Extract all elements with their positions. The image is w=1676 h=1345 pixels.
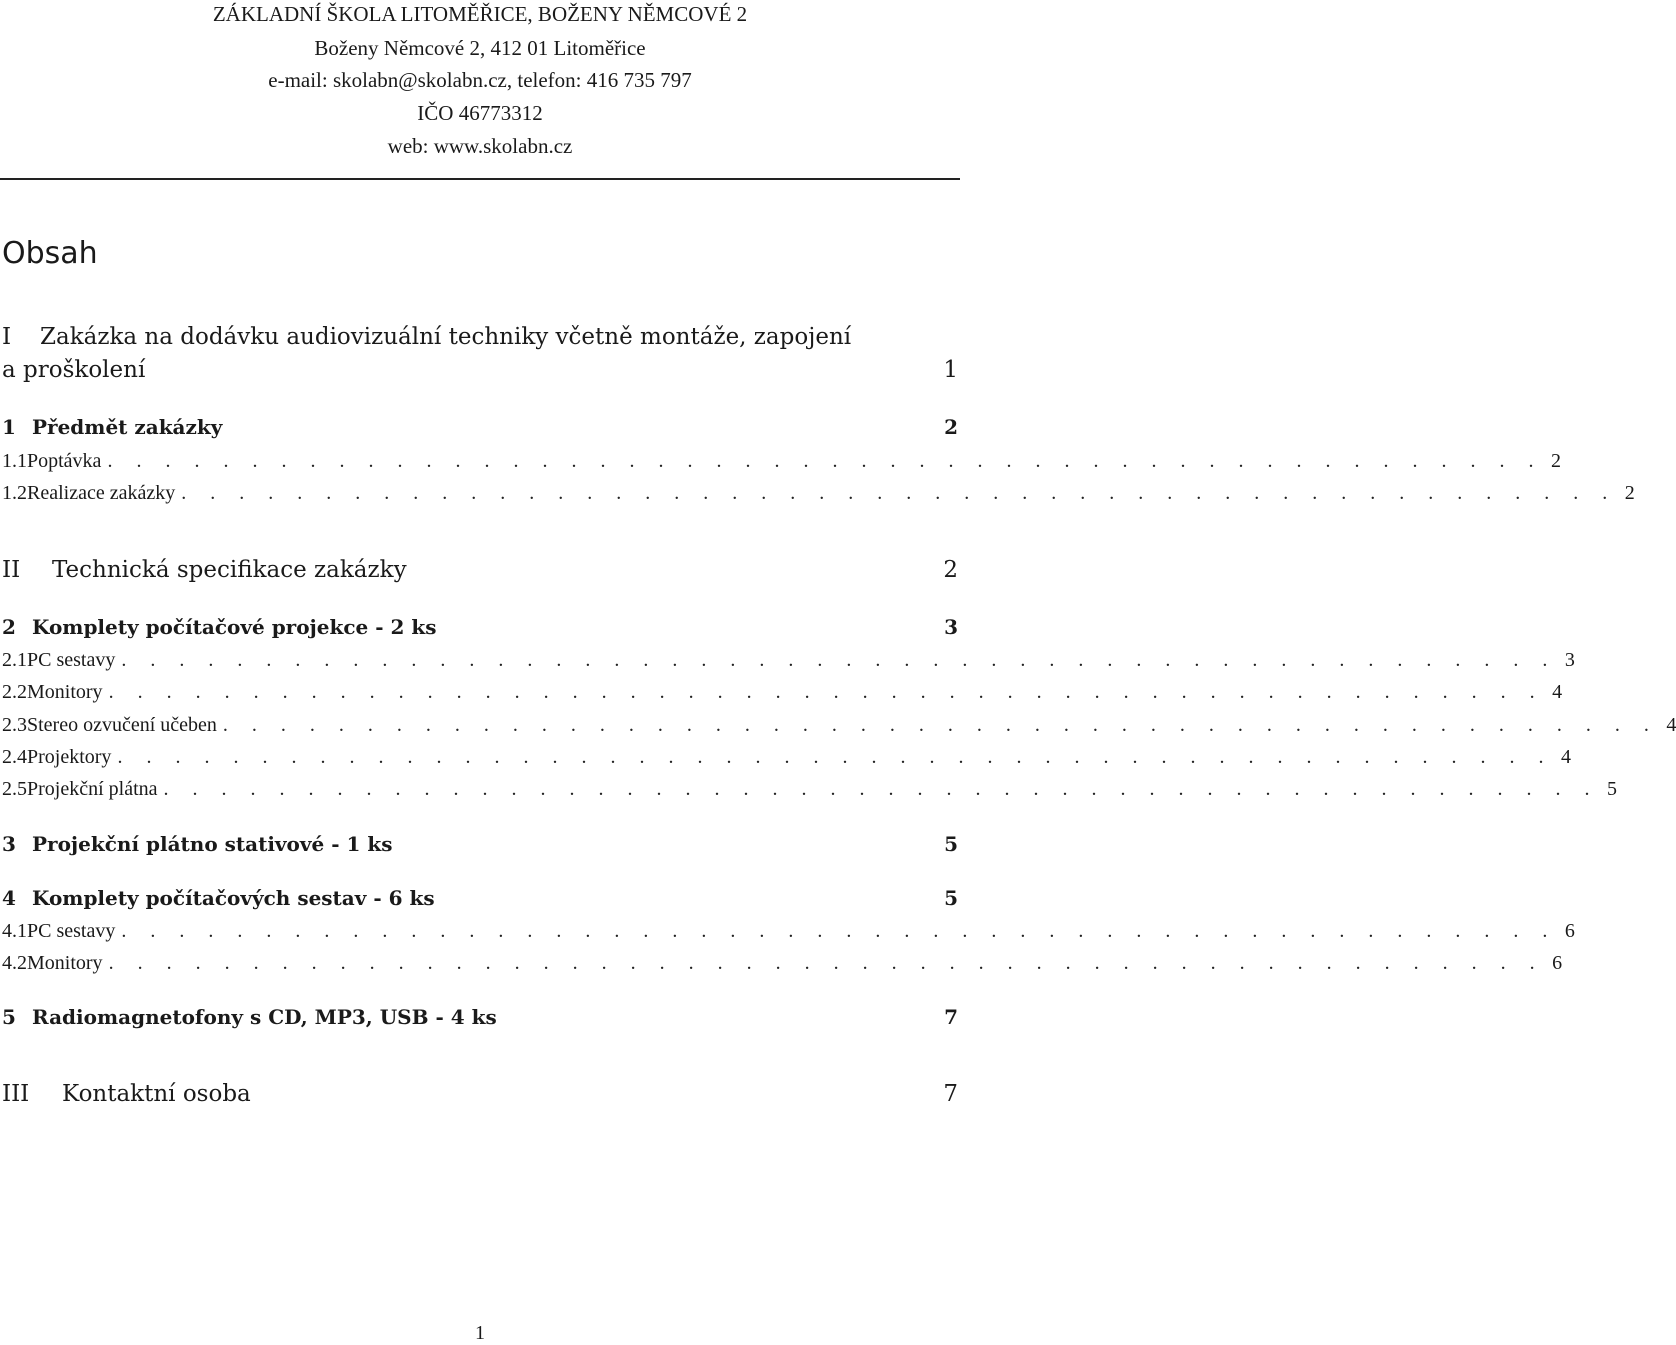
toc-chapter-4[interactable] bbox=[2, 886, 958, 910]
school-name: ZÁKLADNÍ ŠKOLA LITOMĚŘICE, BOŽENY NĚMCOVÉ 2 bbox=[212, 2, 748, 26]
toc-page-number: 2 bbox=[1624, 482, 1635, 504]
toc-section-number: 2.3 bbox=[2, 714, 27, 736]
toc-section-number: 2.5 bbox=[2, 778, 27, 800]
toc-section-number: 1.1 bbox=[2, 450, 27, 472]
toc-part-title-cont: a proškolení bbox=[2, 357, 146, 383]
toc-section-title: Projekční plátna bbox=[27, 778, 158, 800]
toc-leader-dots: . . . . . . . . . . . . . . . . . . . . . . . . . . . . . . . . . . . . . . . . . . . . . . . . . . bbox=[108, 952, 1545, 974]
toc-section-2-3[interactable] bbox=[2, 714, 1676, 737]
toc-leader-dots: . . . . . . . . . . . . . . . . . . . . . . . . . . . . . . . . . . . . . . . . . . . . . . . . . . bbox=[163, 778, 1600, 800]
toc-page-number: 4 bbox=[1552, 681, 1563, 703]
toc-chapter-title: Projekční plátno stativové - 1 ks bbox=[32, 832, 393, 856]
toc-chapter-number: 2 bbox=[2, 615, 16, 639]
toc-chapter-5[interactable] bbox=[2, 1005, 958, 1029]
toc-section-number: 2.1 bbox=[2, 649, 27, 671]
toc-section-title: Monitory bbox=[27, 952, 103, 974]
school-address: Boženy Němcové 2, 412 01 Litoměřice bbox=[314, 36, 646, 60]
toc-section-title: PC sestavy bbox=[27, 649, 116, 671]
toc-section-1-2[interactable] bbox=[2, 482, 1635, 505]
school-web: web: www.skolabn.cz bbox=[387, 134, 573, 158]
toc-section-number: 4.2 bbox=[2, 952, 27, 974]
toc-part-title: Zakázka na dodávku audiovizuální techniky včetně montáže, zapojení bbox=[40, 324, 852, 350]
toc-page-number: 4 bbox=[1560, 746, 1571, 768]
toc-section-title: Stereo ozvučení učeben bbox=[27, 714, 217, 736]
toc-page-number: 3 bbox=[1564, 649, 1575, 671]
toc-leader-dots: . . . . . . . . . . . . . . . . . . . . . . . . . . . . . . . . . . . . . . . . . . . . . . . . . . bbox=[121, 920, 1557, 942]
toc-part-1-cont[interactable] bbox=[2, 357, 958, 383]
toc-chapter-number: 4 bbox=[2, 886, 16, 910]
toc-page-number: 2 bbox=[944, 415, 958, 439]
toc-section-2-2[interactable] bbox=[2, 681, 1563, 704]
school-ico: IČO 46773312 bbox=[417, 101, 543, 125]
toc-section-number: 2.4 bbox=[2, 746, 27, 768]
toc-page-number: 1 bbox=[943, 357, 958, 383]
toc-page-number: 6 bbox=[1552, 952, 1563, 974]
toc-leader-dots: . . . . . . . . . . . . . . . . . . . . . . . . . . . . . . . . . . . . . . . . . . . . . . . . . . bbox=[222, 714, 1659, 736]
toc-page-number: 6 bbox=[1564, 920, 1575, 942]
school-contact: e-mail: skolabn@skolabn.cz, telefon: 416 735 797 bbox=[268, 68, 692, 92]
toc-section-title: Monitory bbox=[27, 681, 103, 703]
toc-part-2[interactable] bbox=[2, 557, 958, 583]
toc-page-number: 4 bbox=[1666, 714, 1676, 736]
header-divider bbox=[0, 178, 960, 180]
toc-section-title: Realizace zakázky bbox=[27, 482, 176, 504]
toc-title: Obsah bbox=[2, 236, 98, 271]
toc-section-number: 1.2 bbox=[2, 482, 27, 504]
toc-section-1-1[interactable] bbox=[2, 450, 1561, 473]
page-number: 1 bbox=[475, 1322, 485, 1344]
toc-chapter-title: Radiomagnetofony s CD, MP3, USB - 4 ks bbox=[32, 1005, 497, 1029]
toc-chapter-title: Předmět zakázky bbox=[32, 415, 223, 439]
toc-part-title: Technická specifikace zakázky bbox=[52, 557, 407, 583]
toc-section-number: 4.1 bbox=[2, 920, 27, 942]
toc-section-2-5[interactable] bbox=[2, 778, 1618, 801]
toc-section-number: 2.2 bbox=[2, 681, 27, 703]
toc-page-number: 2 bbox=[1550, 450, 1561, 472]
toc-section-2-1[interactable] bbox=[2, 649, 1575, 672]
toc-chapter-1[interactable] bbox=[2, 415, 958, 439]
toc-page-number: 5 bbox=[944, 886, 958, 910]
toc-part-number: I bbox=[2, 324, 12, 350]
toc-part-number: III bbox=[2, 1081, 30, 1107]
toc-leader-dots: . . . . . . . . . . . . . . . . . . . . . . . . . . . . . . . . . . . . . . . . . . . . . . . . . . bbox=[108, 681, 1545, 703]
toc-leader-dots: . . . . . . . . . . . . . . . . . . . . . . . . . . . . . . . . . . . . . . . . . . . . . . . . . . bbox=[107, 450, 1543, 472]
toc-page-number: 2 bbox=[943, 557, 958, 583]
toc-part-3[interactable] bbox=[2, 1081, 958, 1107]
toc-page-number: 3 bbox=[944, 615, 958, 639]
toc-section-4-2[interactable] bbox=[2, 952, 1563, 975]
toc-page-number: 7 bbox=[944, 1005, 958, 1029]
toc-section-2-4[interactable] bbox=[2, 746, 1571, 769]
toc-chapter-number: 3 bbox=[2, 832, 16, 856]
toc-part-title: Kontaktní osoba bbox=[62, 1081, 251, 1107]
toc-page-number: 5 bbox=[944, 832, 958, 856]
toc-part-1[interactable] bbox=[2, 324, 958, 350]
toc-leader-dots: . . . . . . . . . . . . . . . . . . . . . . . . . . . . . . . . . . . . . . . . . . . . . . . . . . bbox=[117, 746, 1553, 768]
toc-chapter-2[interactable] bbox=[2, 615, 958, 639]
toc-page-number: 7 bbox=[943, 1081, 958, 1107]
toc-chapter-title: Komplety počítačových sestav - 6 ks bbox=[32, 886, 435, 910]
toc-page-number: 5 bbox=[1607, 778, 1618, 800]
toc-section-title: PC sestavy bbox=[27, 920, 116, 942]
toc-chapter-3[interactable] bbox=[2, 832, 958, 856]
toc-leader-dots: . . . . . . . . . . . . . . . . . . . . . . . . . . . . . . . . . . . . . . . . . . . . . . . . . . bbox=[181, 482, 1617, 504]
toc-part-number: II bbox=[2, 557, 21, 583]
toc-chapter-title: Komplety počítačové projekce - 2 ks bbox=[32, 615, 437, 639]
toc-section-title: Poptávka bbox=[27, 450, 102, 472]
toc-section-4-1[interactable] bbox=[2, 920, 1575, 943]
toc-section-title: Projektory bbox=[27, 746, 112, 768]
toc-leader-dots: . . . . . . . . . . . . . . . . . . . . . . . . . . . . . . . . . . . . . . . . . . . . . . . . . . bbox=[121, 649, 1557, 671]
toc-chapter-number: 5 bbox=[2, 1005, 16, 1029]
toc-chapter-number: 1 bbox=[2, 415, 16, 439]
